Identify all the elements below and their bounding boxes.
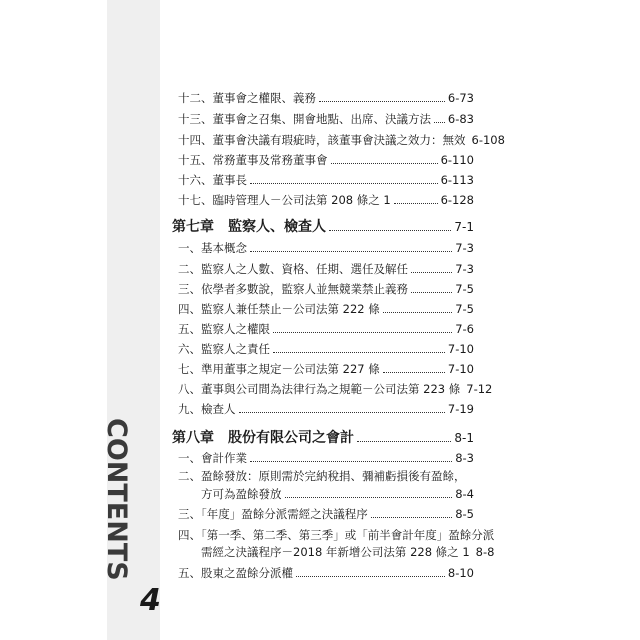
toc-entry[interactable]: 三、「年度」盈餘分派需經之決議程序 8-5 [178, 507, 474, 521]
chapter-heading[interactable]: 第七章 監察人、檢查人 7-1 [172, 219, 474, 235]
toc-entry[interactable]: 十三、董事會之召集、開會地點、出席、決議方法 6-83 [178, 112, 474, 126]
side-label: CONTENTS [101, 418, 132, 581]
toc-entry[interactable]: 方可為盈餘發放 8-4 [201, 487, 474, 501]
toc-entry[interactable]: 十六、董事長 6-113 [178, 173, 474, 187]
toc-entry-line1[interactable]: 二、盈餘發放：原則需於完納稅捐、彌補虧損後有盈餘， [178, 469, 466, 483]
toc-entry-line1[interactable]: 四、「第一季、第二季、第三季」或「前半會計年度」盈餘分派 [178, 528, 495, 542]
toc-entry[interactable]: 一、會計作業 8-3 [178, 451, 474, 465]
toc-entry[interactable]: 十七、臨時管理人－公司法第 208 條之 1 6-128 [178, 193, 474, 207]
toc-entry[interactable]: 一、基本概念 7-3 [178, 241, 474, 255]
toc-entry[interactable]: 十二、董事會之權限、義務 6-73 [178, 91, 474, 105]
toc-entry[interactable]: 六、監察人之責任 7-10 [178, 342, 474, 356]
toc-entry[interactable]: 九、檢查人 7-19 [178, 402, 474, 416]
toc-entry[interactable]: 四、監察人兼任禁止－公司法第 222 條 7-5 [178, 302, 474, 316]
toc-entry[interactable]: 五、監察人之權限 7-6 [178, 322, 474, 336]
toc-entry[interactable]: 八、董事與公司間為法律行為之規範－公司法第 223 條 7-12 [178, 382, 493, 396]
chapter-heading[interactable]: 第八章 股份有限公司之會計 8-1 [172, 430, 474, 446]
toc-entry[interactable]: 十四、董事會決議有瑕疵時，該董事會決議之效力：無效 6-108 [178, 133, 505, 147]
toc-entry[interactable]: 三、依學者多數說，監察人並無競業禁止義務 7-5 [178, 282, 474, 296]
toc-entry[interactable]: 需經之決議程序－2018 年新增公司法第 228 條之 1 8-8 [201, 545, 495, 559]
page-number: 4 [140, 583, 161, 618]
toc-entry[interactable]: 七、準用董事之規定－公司法第 227 條 7-10 [178, 362, 474, 376]
toc-entry[interactable]: 二、監察人之人數、資格、任期、選任及解任 7-3 [178, 262, 474, 276]
toc-entry[interactable]: 十五、常務董事及常務董事會 6-110 [178, 153, 474, 167]
toc-entry[interactable]: 五、股東之盈餘分派權 8-10 [178, 566, 474, 580]
